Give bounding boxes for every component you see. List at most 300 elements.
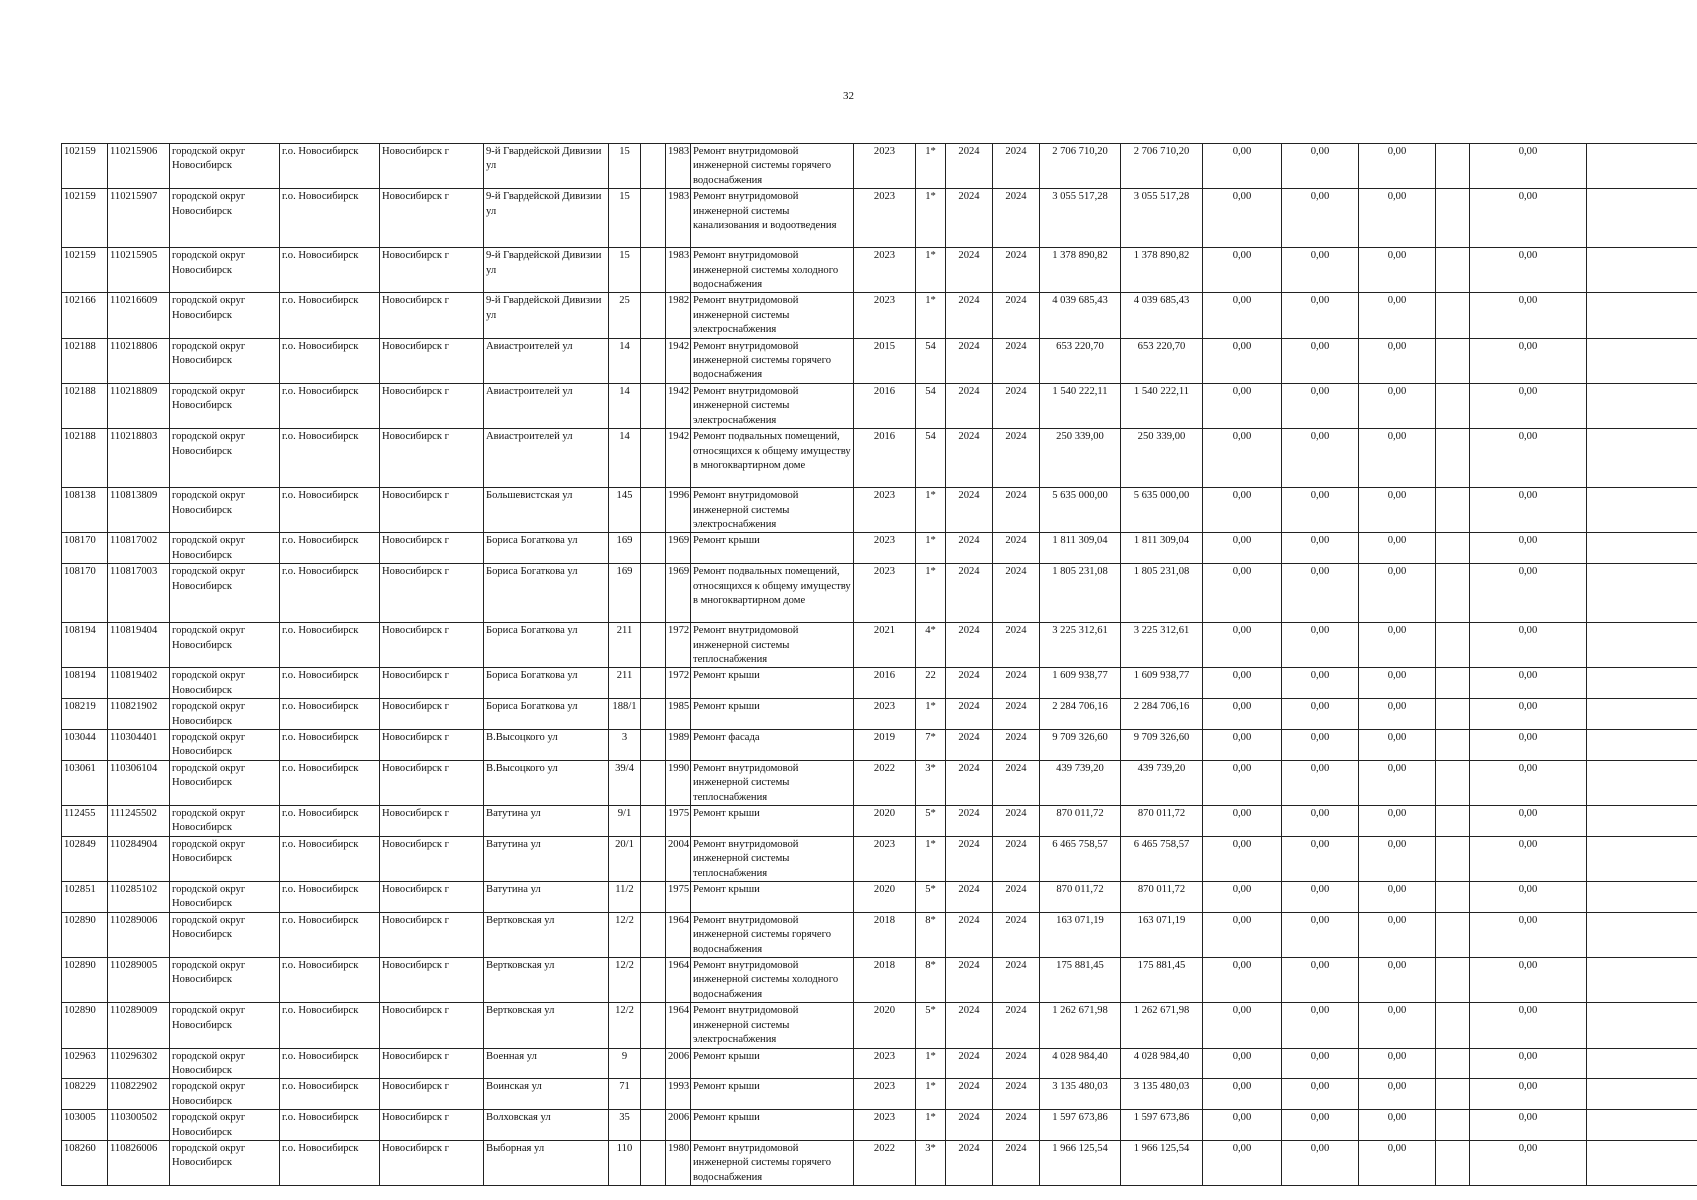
cell-city: Новосибирск г	[380, 958, 484, 1003]
cell-priority: 1*	[916, 488, 946, 533]
cell-building	[641, 1079, 666, 1110]
cell-note	[1587, 1140, 1697, 1185]
cell-budget-local: 0,00	[1359, 189, 1436, 248]
cell-priority: 1*	[916, 1079, 946, 1110]
cell-budget-local: 0,00	[1359, 1048, 1436, 1079]
cell-fund-cost: 1 805 231,08	[1121, 564, 1203, 623]
cell-end-year: 2024	[993, 189, 1040, 248]
cell-total-cost: 1 378 890,82	[1040, 248, 1121, 293]
cell-budget-regional: 0,00	[1282, 248, 1359, 293]
cell-budget-federal: 0,00	[1203, 958, 1282, 1003]
cell-year-built: 1985	[666, 699, 691, 730]
cell-house-number: 15	[609, 189, 641, 248]
cell-building	[641, 564, 666, 623]
cell-budget-regional: 0,00	[1282, 760, 1359, 805]
cell-owner-funds: 0,00	[1470, 1079, 1587, 1110]
cell-budget-regional: 0,00	[1282, 189, 1359, 248]
cell-budget-local: 0,00	[1359, 488, 1436, 533]
cell-budget-regional: 0,00	[1282, 729, 1359, 760]
cell-total-cost: 175 881,45	[1040, 958, 1121, 1003]
cell-note	[1587, 293, 1697, 338]
cell-fund-cost: 9 709 326,60	[1121, 729, 1203, 760]
cell-house-id: 108194	[62, 623, 108, 668]
cell-house-number: 211	[609, 668, 641, 699]
cell-year-built: 1983	[666, 144, 691, 189]
cell-start-year: 2024	[946, 189, 993, 248]
cell-year-built: 1980	[666, 1140, 691, 1185]
cell-city: Новосибирск г	[380, 1048, 484, 1079]
cell-total-cost: 163 071,19	[1040, 912, 1121, 957]
cell-fund-cost: 2 284 706,16	[1121, 699, 1203, 730]
cell-budget-federal: 0,00	[1203, 189, 1282, 248]
cell-house-number: 14	[609, 338, 641, 383]
cell-object-id: 110215907	[108, 189, 170, 248]
cell-spacer	[1436, 836, 1470, 881]
cell-end-year: 2024	[993, 383, 1040, 428]
cell-budget-regional: 0,00	[1282, 1079, 1359, 1110]
cell-end-year: 2024	[993, 1140, 1040, 1185]
cell-budget-regional: 0,00	[1282, 623, 1359, 668]
cell-object-id: 110296302	[108, 1048, 170, 1079]
cell-work-type: Ремонт крыши	[691, 882, 854, 913]
cell-budget-regional: 0,00	[1282, 958, 1359, 1003]
cell-house-number: 169	[609, 533, 641, 564]
cell-house-number: 14	[609, 429, 641, 488]
cell-year-built: 2004	[666, 836, 691, 881]
cell-street: 9-й Гвардейской Дивизии ул	[484, 293, 609, 338]
cell-street: Бориса Богаткова ул	[484, 564, 609, 623]
cell-plan-year: 2022	[854, 1140, 916, 1185]
cell-start-year: 2024	[946, 1003, 993, 1048]
cell-house-number: 39/4	[609, 760, 641, 805]
cell-budget-federal: 0,00	[1203, 429, 1282, 488]
cell-house-id: 102890	[62, 958, 108, 1003]
cell-city: Новосибирск г	[380, 144, 484, 189]
cell-budget-federal: 0,00	[1203, 1079, 1282, 1110]
cell-budget-local: 0,00	[1359, 1140, 1436, 1185]
cell-note	[1587, 383, 1697, 428]
cell-fund-cost: 6 465 758,57	[1121, 836, 1203, 881]
cell-locality-short: г.о. Новосибирск	[280, 293, 380, 338]
cell-house-id: 102890	[62, 1003, 108, 1048]
cell-street: Вертковская ул	[484, 912, 609, 957]
cell-note	[1587, 248, 1697, 293]
cell-spacer	[1436, 338, 1470, 383]
cell-budget-regional: 0,00	[1282, 699, 1359, 730]
cell-work-type: Ремонт подвальных помещений, относящихся к общему имуществу в многоквартирном доме	[691, 429, 854, 488]
cell-locality-short: г.о. Новосибирск	[280, 882, 380, 913]
cell-house-id: 102188	[62, 338, 108, 383]
cell-start-year: 2024	[946, 699, 993, 730]
cell-house-id: 102166	[62, 293, 108, 338]
cell-house-number: 71	[609, 1079, 641, 1110]
cell-building	[641, 144, 666, 189]
cell-budget-federal: 0,00	[1203, 248, 1282, 293]
cell-work-type: Ремонт подвальных помещений, относящихся к общему имуществу в многоквартирном доме	[691, 564, 854, 623]
cell-spacer	[1436, 1003, 1470, 1048]
cell-start-year: 2024	[946, 564, 993, 623]
cell-work-type: Ремонт крыши	[691, 533, 854, 564]
cell-object-id: 110306104	[108, 760, 170, 805]
cell-spacer	[1436, 1079, 1470, 1110]
table-row	[62, 668, 1697, 699]
cell-budget-local: 0,00	[1359, 248, 1436, 293]
cell-city: Новосибирск г	[380, 248, 484, 293]
table-row	[62, 1079, 1697, 1110]
cell-total-cost: 5 635 000,00	[1040, 488, 1121, 533]
cell-object-id: 110817003	[108, 564, 170, 623]
cell-year-built: 1964	[666, 958, 691, 1003]
cell-spacer	[1436, 248, 1470, 293]
cell-owner-funds: 0,00	[1470, 564, 1587, 623]
cell-end-year: 2024	[993, 248, 1040, 293]
cell-start-year: 2024	[946, 668, 993, 699]
cell-budget-local: 0,00	[1359, 338, 1436, 383]
cell-budget-regional: 0,00	[1282, 806, 1359, 837]
cell-work-type: Ремонт внутридомовой инженерной системы теплоснабжения	[691, 836, 854, 881]
cell-municipality: городской округ Новосибирск	[170, 729, 280, 760]
cell-priority: 7*	[916, 729, 946, 760]
cell-spacer	[1436, 564, 1470, 623]
cell-spacer	[1436, 189, 1470, 248]
cell-street: 9-й Гвардейской Дивизии ул	[484, 189, 609, 248]
cell-budget-federal: 0,00	[1203, 533, 1282, 564]
cell-building	[641, 189, 666, 248]
cell-priority: 1*	[916, 564, 946, 623]
cell-street: Ватутина ул	[484, 836, 609, 881]
cell-budget-federal: 0,00	[1203, 1048, 1282, 1079]
table-row	[62, 1048, 1697, 1079]
cell-end-year: 2024	[993, 1110, 1040, 1141]
cell-budget-local: 0,00	[1359, 429, 1436, 488]
cell-owner-funds: 0,00	[1470, 882, 1587, 913]
cell-fund-cost: 2 706 710,20	[1121, 144, 1203, 189]
cell-work-type: Ремонт крыши	[691, 1048, 854, 1079]
cell-street: Ватутина ул	[484, 806, 609, 837]
cell-priority: 3*	[916, 1140, 946, 1185]
cell-municipality: городской округ Новосибирск	[170, 958, 280, 1003]
table-row	[62, 623, 1697, 668]
cell-municipality: городской округ Новосибирск	[170, 248, 280, 293]
cell-budget-local: 0,00	[1359, 623, 1436, 668]
cell-house-number: 9	[609, 1048, 641, 1079]
cell-fund-cost: 1 540 222,11	[1121, 383, 1203, 428]
cell-budget-federal: 0,00	[1203, 729, 1282, 760]
cell-building	[641, 533, 666, 564]
cell-municipality: городской округ Новосибирск	[170, 293, 280, 338]
page-number: 32	[843, 90, 854, 102]
cell-building	[641, 1140, 666, 1185]
cell-plan-year: 2019	[854, 729, 916, 760]
table-row	[62, 383, 1697, 428]
cell-total-cost: 2 284 706,16	[1040, 699, 1121, 730]
cell-fund-cost: 163 071,19	[1121, 912, 1203, 957]
cell-plan-year: 2023	[854, 1110, 916, 1141]
cell-building	[641, 623, 666, 668]
cell-budget-local: 0,00	[1359, 836, 1436, 881]
cell-year-built: 2006	[666, 1110, 691, 1141]
cell-note	[1587, 533, 1697, 564]
cell-end-year: 2024	[993, 699, 1040, 730]
table-row	[62, 488, 1697, 533]
cell-fund-cost: 1 966 125,54	[1121, 1140, 1203, 1185]
cell-year-built: 1983	[666, 248, 691, 293]
cell-object-id: 110300502	[108, 1110, 170, 1141]
cell-house-id: 108229	[62, 1079, 108, 1110]
cell-end-year: 2024	[993, 144, 1040, 189]
cell-city: Новосибирск г	[380, 882, 484, 913]
cell-fund-cost: 1 609 938,77	[1121, 668, 1203, 699]
cell-plan-year: 2020	[854, 1003, 916, 1048]
cell-total-cost: 1 540 222,11	[1040, 383, 1121, 428]
cell-note	[1587, 488, 1697, 533]
cell-year-built: 1969	[666, 533, 691, 564]
table-row	[62, 806, 1697, 837]
cell-municipality: городской округ Новосибирск	[170, 806, 280, 837]
cell-plan-year: 2023	[854, 564, 916, 623]
cell-owner-funds: 0,00	[1470, 760, 1587, 805]
cell-locality-short: г.о. Новосибирск	[280, 806, 380, 837]
cell-house-id: 103061	[62, 760, 108, 805]
cell-end-year: 2024	[993, 293, 1040, 338]
cell-municipality: городской округ Новосибирск	[170, 564, 280, 623]
cell-city: Новосибирск г	[380, 760, 484, 805]
cell-priority: 5*	[916, 806, 946, 837]
cell-start-year: 2024	[946, 293, 993, 338]
cell-locality-short: г.о. Новосибирск	[280, 912, 380, 957]
table-row	[62, 729, 1697, 760]
cell-start-year: 2024	[946, 338, 993, 383]
cell-municipality: городской округ Новосибирск	[170, 760, 280, 805]
cell-house-id: 102851	[62, 882, 108, 913]
cell-city: Новосибирск г	[380, 488, 484, 533]
cell-priority: 1*	[916, 293, 946, 338]
cell-fund-cost: 439 739,20	[1121, 760, 1203, 805]
cell-start-year: 2024	[946, 882, 993, 913]
cell-municipality: городской округ Новосибирск	[170, 1003, 280, 1048]
cell-spacer	[1436, 1110, 1470, 1141]
cell-street: Военная ул	[484, 1048, 609, 1079]
cell-end-year: 2024	[993, 488, 1040, 533]
cell-work-type: Ремонт внутридомовой инженерной системы горячего водоснабжения	[691, 912, 854, 957]
cell-building	[641, 882, 666, 913]
cell-priority: 5*	[916, 882, 946, 913]
cell-street: Вертковская ул	[484, 1003, 609, 1048]
cell-fund-cost: 4 028 984,40	[1121, 1048, 1203, 1079]
cell-total-cost: 653 220,70	[1040, 338, 1121, 383]
cell-work-type: Ремонт внутридомовой инженерной системы канализования и водоотведения	[691, 189, 854, 248]
cell-owner-funds: 0,00	[1470, 668, 1587, 699]
cell-year-built: 1993	[666, 1079, 691, 1110]
cell-priority: 8*	[916, 958, 946, 1003]
cell-spacer	[1436, 806, 1470, 837]
cell-start-year: 2024	[946, 806, 993, 837]
cell-object-id: 110218806	[108, 338, 170, 383]
cell-plan-year: 2015	[854, 338, 916, 383]
cell-plan-year: 2021	[854, 623, 916, 668]
cell-city: Новосибирск г	[380, 429, 484, 488]
cell-house-number: 11/2	[609, 882, 641, 913]
cell-budget-local: 0,00	[1359, 882, 1436, 913]
cell-municipality: городской округ Новосибирск	[170, 1110, 280, 1141]
cell-municipality: городской округ Новосибирск	[170, 912, 280, 957]
cell-start-year: 2024	[946, 623, 993, 668]
cell-note	[1587, 623, 1697, 668]
cell-owner-funds: 0,00	[1470, 144, 1587, 189]
cell-street: Авиастроителей ул	[484, 429, 609, 488]
cell-building	[641, 668, 666, 699]
cell-locality-short: г.о. Новосибирск	[280, 1048, 380, 1079]
cell-house-id: 108170	[62, 533, 108, 564]
cell-city: Новосибирск г	[380, 836, 484, 881]
cell-start-year: 2024	[946, 1140, 993, 1185]
cell-city: Новосибирск г	[380, 1140, 484, 1185]
cell-budget-federal: 0,00	[1203, 912, 1282, 957]
cell-budget-federal: 0,00	[1203, 564, 1282, 623]
cell-total-cost: 4 039 685,43	[1040, 293, 1121, 338]
cell-object-id: 110819402	[108, 668, 170, 699]
cell-year-built: 1989	[666, 729, 691, 760]
cell-priority: 1*	[916, 1110, 946, 1141]
cell-budget-local: 0,00	[1359, 533, 1436, 564]
cell-priority: 1*	[916, 144, 946, 189]
cell-work-type: Ремонт внутридомовой инженерной системы теплоснабжения	[691, 623, 854, 668]
cell-street: Выборная ул	[484, 1140, 609, 1185]
cell-owner-funds: 0,00	[1470, 623, 1587, 668]
cell-start-year: 2024	[946, 488, 993, 533]
cell-house-id: 103005	[62, 1110, 108, 1141]
cell-building	[641, 383, 666, 428]
cell-budget-regional: 0,00	[1282, 882, 1359, 913]
cell-house-id: 108219	[62, 699, 108, 730]
cell-budget-regional: 0,00	[1282, 564, 1359, 623]
cell-owner-funds: 0,00	[1470, 729, 1587, 760]
cell-locality-short: г.о. Новосибирск	[280, 564, 380, 623]
cell-work-type: Ремонт внутридомовой инженерной системы электроснабжения	[691, 383, 854, 428]
cell-budget-federal: 0,00	[1203, 760, 1282, 805]
cell-budget-federal: 0,00	[1203, 383, 1282, 428]
cell-house-id: 102159	[62, 189, 108, 248]
cell-year-built: 1996	[666, 488, 691, 533]
cell-budget-regional: 0,00	[1282, 144, 1359, 189]
cell-total-cost: 1 262 671,98	[1040, 1003, 1121, 1048]
cell-note	[1587, 729, 1697, 760]
cell-municipality: городской округ Новосибирск	[170, 1079, 280, 1110]
cell-end-year: 2024	[993, 429, 1040, 488]
cell-spacer	[1436, 668, 1470, 699]
cell-budget-local: 0,00	[1359, 383, 1436, 428]
cell-locality-short: г.о. Новосибирск	[280, 1110, 380, 1141]
cell-note	[1587, 668, 1697, 699]
cell-end-year: 2024	[993, 958, 1040, 1003]
cell-street: Авиастроителей ул	[484, 338, 609, 383]
cell-budget-federal: 0,00	[1203, 1003, 1282, 1048]
cell-year-built: 1982	[666, 293, 691, 338]
cell-budget-local: 0,00	[1359, 806, 1436, 837]
cell-building	[641, 1048, 666, 1079]
cell-building	[641, 338, 666, 383]
cell-budget-regional: 0,00	[1282, 1110, 1359, 1141]
cell-plan-year: 2023	[854, 699, 916, 730]
cell-end-year: 2024	[993, 1079, 1040, 1110]
cell-priority: 8*	[916, 912, 946, 957]
cell-work-type: Ремонт внутридомовой инженерной системы электроснабжения	[691, 1003, 854, 1048]
cell-end-year: 2024	[993, 623, 1040, 668]
cell-budget-local: 0,00	[1359, 144, 1436, 189]
cell-budget-regional: 0,00	[1282, 1048, 1359, 1079]
cell-budget-local: 0,00	[1359, 699, 1436, 730]
cell-plan-year: 2016	[854, 668, 916, 699]
cell-city: Новосибирск г	[380, 383, 484, 428]
cell-fund-cost: 250 339,00	[1121, 429, 1203, 488]
cell-plan-year: 2020	[854, 882, 916, 913]
cell-work-type: Ремонт внутридомовой инженерной системы электроснабжения	[691, 488, 854, 533]
cell-house-id: 102890	[62, 912, 108, 957]
cell-budget-federal: 0,00	[1203, 668, 1282, 699]
cell-fund-cost: 3 225 312,61	[1121, 623, 1203, 668]
cell-end-year: 2024	[993, 912, 1040, 957]
cell-note	[1587, 882, 1697, 913]
cell-budget-local: 0,00	[1359, 564, 1436, 623]
cell-budget-federal: 0,00	[1203, 293, 1282, 338]
cell-budget-regional: 0,00	[1282, 383, 1359, 428]
cell-fund-cost: 870 011,72	[1121, 806, 1203, 837]
cell-spacer	[1436, 760, 1470, 805]
cell-house-id: 102159	[62, 248, 108, 293]
cell-start-year: 2024	[946, 1048, 993, 1079]
cell-start-year: 2024	[946, 958, 993, 1003]
cell-object-id: 110813809	[108, 488, 170, 533]
cell-budget-local: 0,00	[1359, 668, 1436, 699]
cell-end-year: 2024	[993, 533, 1040, 564]
table-row	[62, 248, 1697, 293]
cell-city: Новосибирск г	[380, 729, 484, 760]
cell-note	[1587, 806, 1697, 837]
cell-house-id: 112455	[62, 806, 108, 837]
cell-total-cost: 870 011,72	[1040, 806, 1121, 837]
cell-work-type: Ремонт крыши	[691, 699, 854, 730]
cell-object-id: 110289005	[108, 958, 170, 1003]
cell-work-type: Ремонт внутридомовой инженерной системы теплоснабжения	[691, 760, 854, 805]
cell-budget-federal: 0,00	[1203, 1110, 1282, 1141]
cell-work-type: Ремонт крыши	[691, 806, 854, 837]
cell-municipality: городской округ Новосибирск	[170, 533, 280, 564]
cell-fund-cost: 1 378 890,82	[1121, 248, 1203, 293]
cell-budget-regional: 0,00	[1282, 836, 1359, 881]
cell-start-year: 2024	[946, 912, 993, 957]
cell-priority: 22	[916, 668, 946, 699]
table-row	[62, 144, 1697, 189]
cell-owner-funds: 0,00	[1470, 248, 1587, 293]
cell-plan-year: 2022	[854, 760, 916, 805]
cell-start-year: 2024	[946, 144, 993, 189]
cell-year-built: 1969	[666, 564, 691, 623]
cell-year-built: 1972	[666, 668, 691, 699]
cell-municipality: городской округ Новосибирск	[170, 144, 280, 189]
cell-city: Новосибирск г	[380, 806, 484, 837]
table-row	[62, 429, 1697, 488]
cell-budget-federal: 0,00	[1203, 882, 1282, 913]
cell-street: Волховская ул	[484, 1110, 609, 1141]
cell-object-id: 110284904	[108, 836, 170, 881]
cell-house-number: 25	[609, 293, 641, 338]
cell-owner-funds: 0,00	[1470, 1048, 1587, 1079]
cell-work-type: Ремонт крыши	[691, 1110, 854, 1141]
cell-spacer	[1436, 488, 1470, 533]
table-row	[62, 1140, 1697, 1185]
cell-owner-funds: 0,00	[1470, 836, 1587, 881]
cell-start-year: 2024	[946, 1110, 993, 1141]
